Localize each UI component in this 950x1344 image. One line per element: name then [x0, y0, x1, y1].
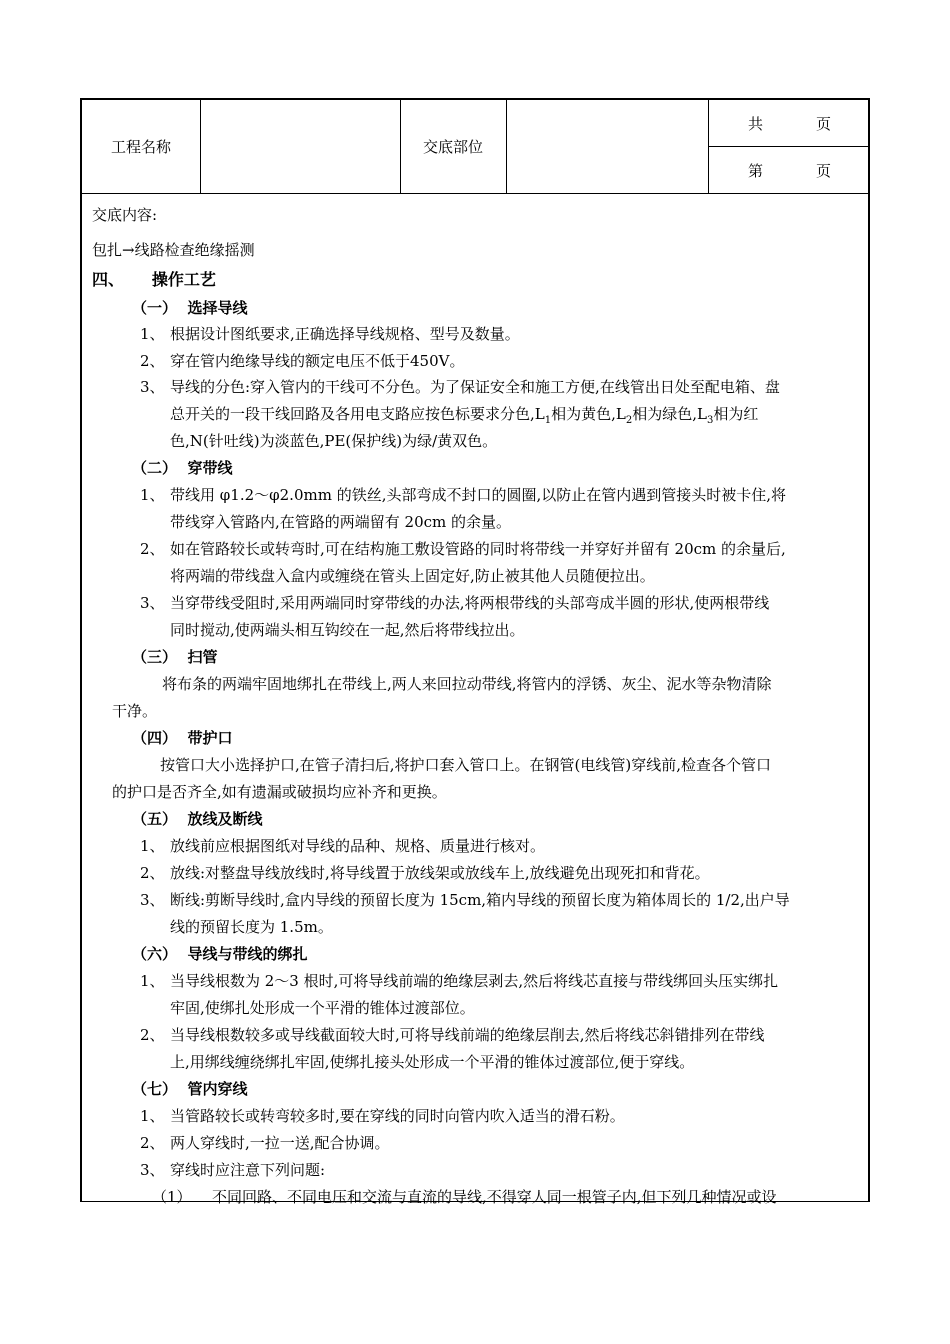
item-text-continued: 上,用绑线缠绕绑扎牢固,使绑扎接头处形成一个平滑的锥体过渡部位,便于穿线。 [170, 1053, 695, 1071]
item-text: 断线:剪断导线时,盒内导线的预留长度为 15cm,箱内导线的预留长度为箱体周长的 1/2,出户导 [170, 891, 790, 909]
item-text-continued [170, 404, 758, 424]
page-number-prefix: 第 [748, 161, 764, 180]
subscript: 2 [625, 415, 633, 426]
subsection-title: （三） 扫管 [132, 648, 218, 666]
page-number-row [708, 147, 868, 193]
section-title: 四、 操作工艺 [92, 270, 216, 289]
text-span: 相为绿色,L [632, 405, 707, 423]
paragraph-continued: 的护口是否齐全,如有遗漏或破损均应补齐和更换。 [112, 783, 447, 801]
intro-label: 交底内容: [92, 206, 158, 224]
subsection-title: （六） 导线与带线的绑扎 [132, 945, 308, 963]
text-span: 总开关的一段干线回路及各用电支路应按色标要求分色,L [170, 405, 545, 423]
subsection-title: （一） 选择导线 [132, 299, 248, 317]
total-pages-row [708, 100, 868, 146]
item-number: 3、 [140, 378, 165, 396]
item-number: 2、 [140, 1026, 165, 1044]
item-number: 3、 [140, 594, 165, 612]
item-number: 2、 [140, 540, 165, 558]
total-pages-suffix: 页 [816, 114, 832, 133]
item-text-continued: 将两端的带线盘入盒内或缠绕在管头上固定好,防止被其他人员随便拉出。 [170, 567, 655, 585]
item-text: 根据设计图纸要求,正确选择导线规格、型号及数量。 [170, 325, 520, 343]
position-label: 交底部位 [422, 138, 483, 156]
item-number: （1） [152, 1188, 192, 1206]
paragraph-continued: 干净。 [112, 702, 158, 720]
page-number-suffix: 页 [816, 161, 832, 180]
item-text: 穿线时应注意下列问题: [170, 1161, 326, 1179]
item-text-continued: 牢固,使绑扎处形成一个平滑的锥体过渡部位。 [170, 999, 475, 1017]
item-number: 2、 [140, 352, 165, 370]
item-number: 2、 [140, 1134, 165, 1152]
item-text-continued: 同时搅动,使两端头相互钩绞在一起,然后将带线拉出。 [170, 621, 525, 639]
item-text-continued: 线的预留长度为 1.5m。 [170, 918, 333, 936]
paragraph: 将布条的两端牢固地绑扎在带线上,两人来回拉动带线,将管内的浮锈、灰尘、泥水等杂物清除 [162, 675, 772, 693]
item-text: 放线:对整盘导线放线时,将导线置于放线架或放线车上,放线避免出现死扣和背花。 [170, 864, 710, 882]
total-pages-prefix: 共 [748, 114, 764, 133]
item-text-continued: 带线穿入管路内,在管路的两端留有 20cm 的余量。 [170, 513, 512, 531]
page-count-box [708, 100, 868, 193]
subsection-title: （五） 放线及断线 [132, 810, 263, 828]
subsection-title: （二） 穿带线 [132, 459, 233, 477]
item-number: 1、 [140, 325, 165, 343]
item-number: 1、 [140, 837, 165, 855]
item-text: 穿在管内绝缘导线的额定电压不低于450V。 [170, 352, 465, 370]
item-number: 2、 [140, 864, 165, 882]
item-text: 导线的分色:穿入管内的干线可不分色。为了保证安全和施工方便,在线管出日处至配电箱、盘 [170, 378, 780, 396]
text-span: 相为黄色,L [551, 405, 626, 423]
text-span: 相为红 [713, 405, 759, 423]
item-number: 1、 [140, 486, 165, 504]
form-header [82, 100, 868, 194]
position-value [506, 100, 708, 193]
subsection-title: （四） 带护口 [132, 729, 233, 747]
subscript: 3 [706, 415, 714, 426]
item-text: 如在管路较长或转弯时,可在结构施工敷设管路的同时将带线一并穿好并留有 20cm 的余量后, [170, 540, 786, 558]
item-number: 3、 [140, 1161, 165, 1179]
subsection-title: （七） 管内穿线 [132, 1080, 248, 1098]
subscript: 1 [544, 415, 552, 426]
item-text: 带线用 φ1.2～φ2.0mm 的铁丝,头部弯成不封口的圆圈,以防止在管内遇到管接头时被卡住,将 [170, 486, 787, 504]
item-text: 当穿带线受阻时,采用两端同时穿带线的办法,将两根带线的头部弯成半圆的形状,使两根带线 [170, 594, 770, 612]
item-text: 两人穿线时,一拉一送,配合协调。 [170, 1134, 390, 1152]
project-name-label: 工程名称 [110, 138, 171, 156]
bottom-border [80, 1201, 870, 1202]
disclosure-form [80, 98, 870, 1206]
item-text: 当导线根数较多或导线截面较大时,可将导线前端的绝缘层削去,然后将线芯斜错排列在带线 [170, 1026, 765, 1044]
item-text-continued: 色,N(针吐线)为淡蓝色,PE(保护线)为绿/黄双色。 [170, 432, 498, 450]
item-text: 放线前应根据图纸对导线的品种、规格、质量进行核对。 [170, 837, 546, 855]
item-number: 1、 [140, 972, 165, 990]
project-name-value [200, 100, 400, 193]
item-text: 当导线根数为 2～3 根时,可将导线前端的绝缘层剥去,然后将线芯直接与带线绑回头压实绑扎 [170, 972, 779, 990]
process-flow: 包扎→线路检查绝缘摇测 [92, 241, 255, 259]
item-text: 当管路较长或转弯较多时,要在穿线的同时向管内吹入适当的滑石粉。 [170, 1107, 625, 1125]
item-number: 1、 [140, 1107, 165, 1125]
item-number: 3、 [140, 891, 165, 909]
paragraph: 按管口大小选择护口,在管子清扫后,将护口套入管口上。在钢管(电线管)穿线前,检查各个管口 [160, 756, 772, 774]
item-text: 不同回路、不同电压和交流与直流的导线,不得穿人同一根管子内,但下列几种情况或设 [212, 1188, 777, 1206]
